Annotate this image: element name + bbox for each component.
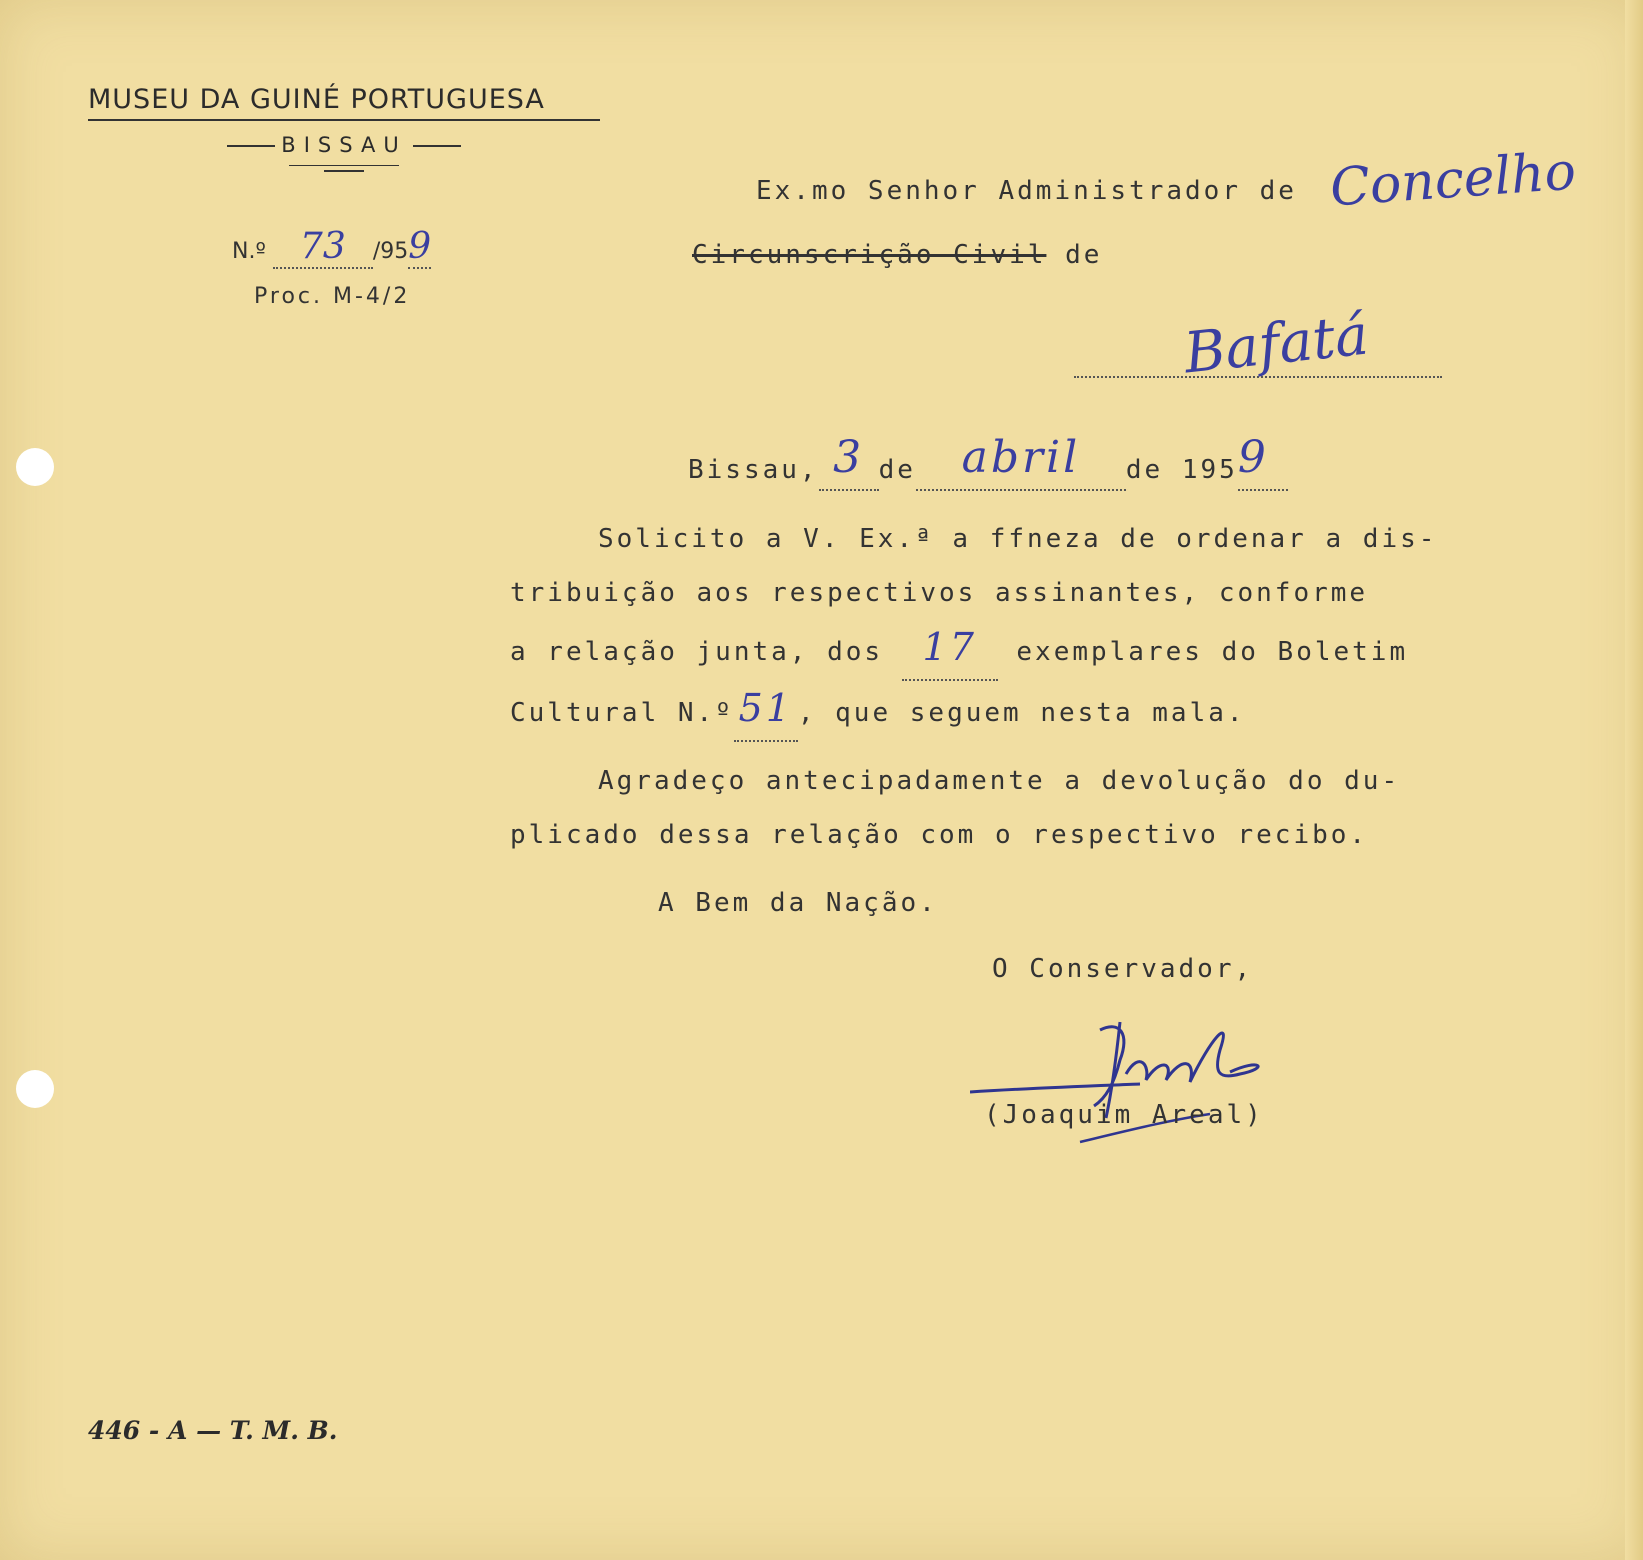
number-label: N.º	[232, 239, 266, 264]
handwritten-concelho: Concelho	[1328, 141, 1578, 219]
body-line-3a: a relação junta, dos	[510, 637, 884, 667]
letterhead-city	[88, 133, 600, 157]
struck-circunscricao: Circunscrição Civil	[692, 240, 1047, 270]
addressee-line-2	[692, 240, 1102, 270]
addressee-de: de	[1065, 240, 1103, 270]
process-reference: Proc. M-4/2	[254, 284, 411, 309]
punch-hole-bottom	[16, 1070, 54, 1108]
number-handwritten: 73	[299, 226, 346, 267]
issue-handwritten: 51	[738, 686, 794, 730]
date-de-2: de	[1125, 455, 1164, 485]
addressee-line-1: Ex.mo Senhor Administrador de	[756, 176, 1297, 206]
punch-hole-top	[16, 448, 54, 486]
city-dash-right	[413, 145, 461, 147]
signatory-role: O Conservador,	[992, 954, 1254, 984]
body-line-2: tribuição aos respectivos assinantes, conforme	[510, 578, 1369, 608]
day-handwritten: 3	[833, 432, 865, 483]
copies-field	[902, 620, 998, 681]
body-line-3b: exemplares do Boletim	[1016, 637, 1409, 667]
issue-field	[734, 681, 798, 742]
letterhead-rule	[289, 165, 399, 166]
letter-body	[510, 512, 1570, 862]
handwritten-place: Bafatá	[1181, 302, 1372, 387]
letterhead-rule-short	[324, 170, 364, 172]
date-de-1: de	[878, 455, 916, 485]
body-line-5: Agradeço antecipadamente a devolução do du-	[598, 766, 1401, 796]
body-line-4b: , que seguem nesta mala.	[797, 698, 1246, 728]
year-field	[408, 226, 431, 269]
copies-handwritten: 17	[922, 625, 977, 669]
closing-salutation: A Bem da Nação.	[658, 888, 938, 918]
date-year-handwritten: 9	[1237, 432, 1269, 483]
day-field	[819, 432, 879, 491]
institution-name: MUSEU DA GUINÉ PORTUGUESA	[88, 84, 600, 121]
city-name: BISSAU	[281, 133, 407, 157]
form-code: 446 - A — T. M. B.	[88, 1416, 338, 1445]
date-year-field	[1237, 432, 1288, 491]
date-line	[688, 432, 1288, 491]
letterhead	[88, 84, 600, 172]
reference-number	[232, 226, 431, 269]
year-prefix: /95	[372, 239, 409, 264]
body-line-6: plicado dessa relação com o respectivo recibo.	[510, 820, 1369, 850]
year-handwritten: 9	[408, 226, 432, 267]
signatory-name: (Joaquim Areal)	[984, 1100, 1264, 1130]
body-line-4a: Cultural N.º	[510, 698, 734, 728]
city-dash-left	[227, 145, 275, 147]
date-city: Bissau,	[688, 455, 819, 485]
paper-edge	[1625, 0, 1643, 1560]
number-field	[273, 226, 373, 269]
body-line-1: Solicito a V. Ex.ª a ffneza de ordenar a dis-	[598, 524, 1438, 554]
month-field	[916, 432, 1126, 491]
date-year-prefix: 195	[1181, 455, 1238, 485]
month-handwritten: abril	[961, 432, 1081, 483]
body-line-4	[510, 681, 1570, 742]
body-line-3	[510, 620, 1570, 681]
